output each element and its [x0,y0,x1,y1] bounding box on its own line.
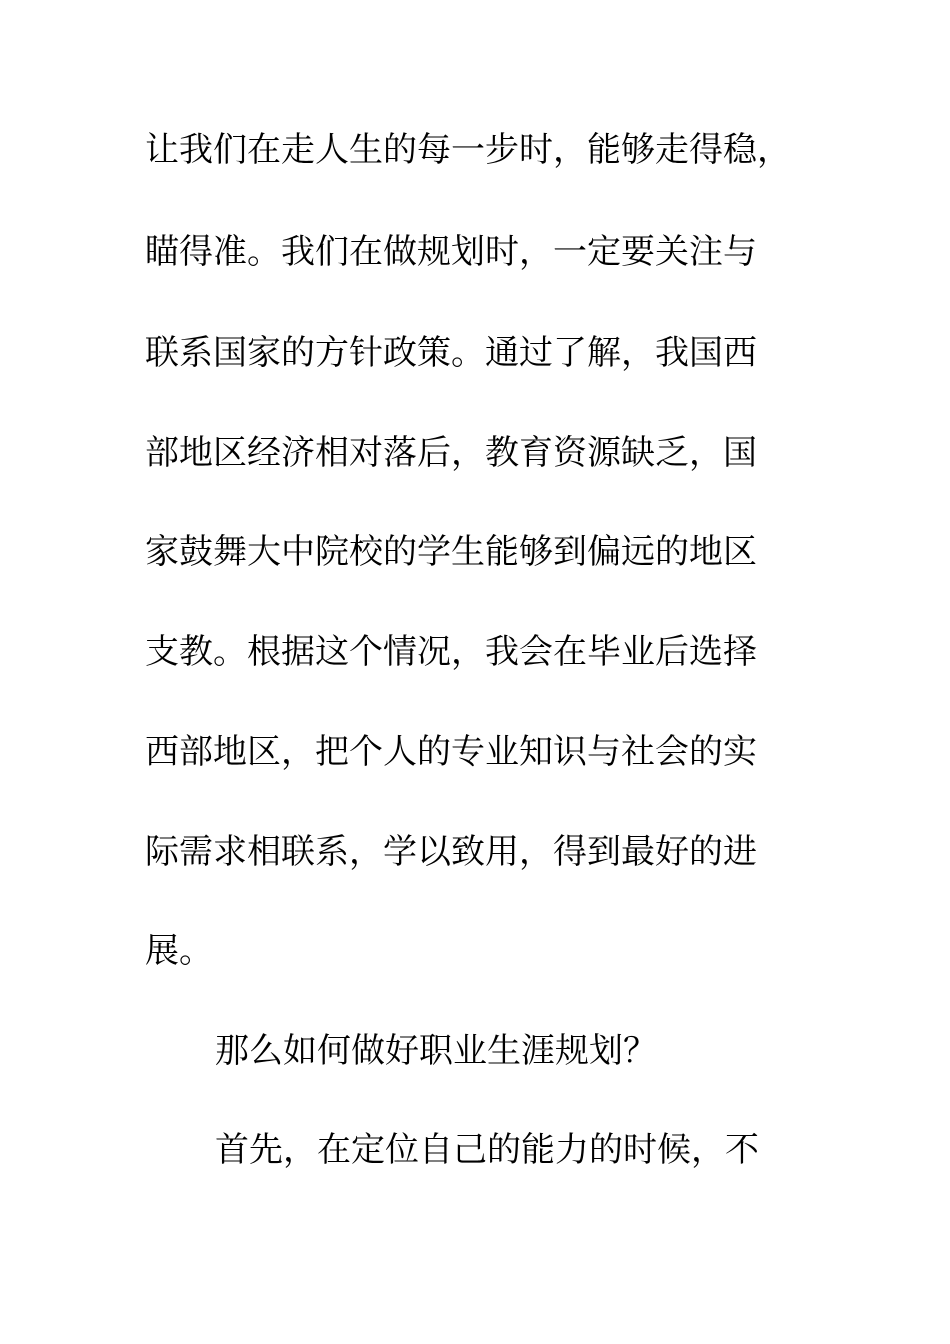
paragraph-heading-line: 那么如何做好职业生涯规划？ [215,1031,657,1071]
text-line: 支教。根据这个情况，我会在毕业后选择 [145,632,757,672]
text-line: 让我们在走人生的每一步时，能够走得稳， [145,130,791,170]
text-line: 展。 [145,931,213,971]
text-line: 瞄得准。我们在做规划时，一定要关注与 [145,232,757,272]
text-line: 首先，在定位自己的能力的时候，不 [215,1130,759,1170]
text-line: 西部地区，把个人的专业知识与社会的实 [145,732,757,772]
text-line: 家鼓舞大中院校的学生能够到偏远的地区 [145,532,757,572]
text-line: 际需求相联系，学以致用，得到最好的进 [145,832,757,872]
text-line: 联系国家的方针政策。通过了解，我国西 [145,333,757,373]
text-line: 部地区经济相对落后，教育资源缺乏，国 [145,433,757,473]
